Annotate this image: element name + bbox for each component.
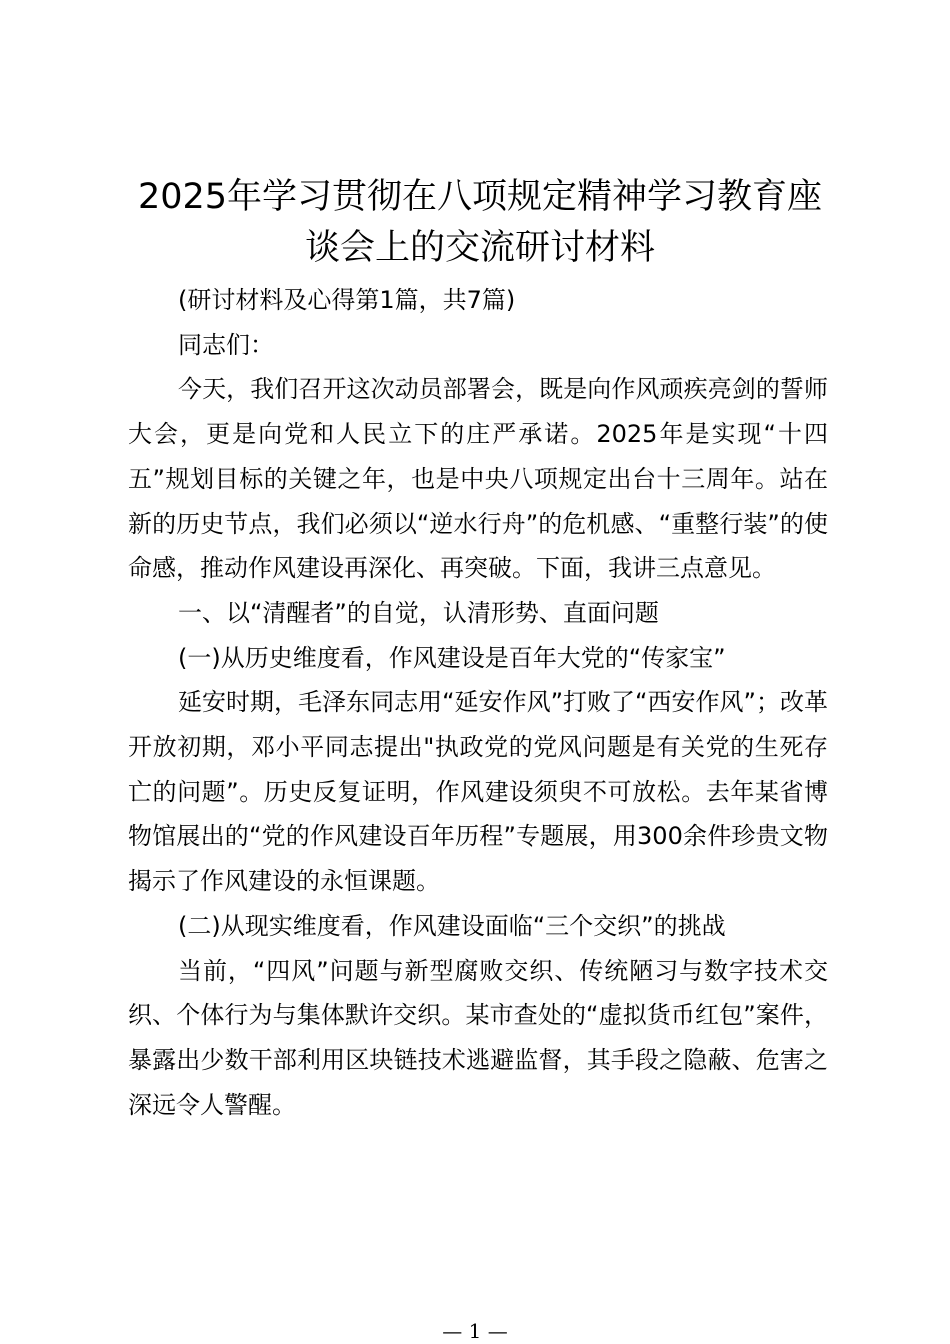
intro-paragraph: 今天，我们召开这次动员部署会，既是向作风顽疾亮剑的誓师大会，更是向党和人民立下的庄严承诺。2025年是实现“十四五”规划目标的关键之年，也是中央八项规定出台十三周年。站在新的历史节点，我们必须以“逆水行舟”的危机感、“重整行装”的使命感，推动作风建设再深化、再突破。下面，我讲三点意见。: [128, 375, 828, 583]
page-number: — 1 —: [442, 1319, 508, 1343]
section-heading-1: 一、以“清醒者”的自觉，认清形势、直面问题: [178, 598, 659, 627]
document-body: [128, 278, 828, 1127]
paragraph-1: 延安时期，毛泽东同志用“延安作风”打败了“西安作风”；改革开放初期，邓小平同志提出"执政党的党风问题是有关党的生死存亡的问题”。历史反复证明，作风建设须臾不可放松。去年某省博物馆展出的“党的作风建设百年历程”专题展，用300余件珍贵文物揭示了作风建设的永恒课题。: [128, 688, 828, 896]
salutation: 同志们：: [178, 330, 274, 359]
subheading-2: (二)从现实维度看，作风建设面临“三个交织”的挑战: [178, 911, 726, 940]
subheading-1: (一)从历史维度看，作风建设是百年大党的“传家宝”: [178, 643, 726, 672]
document-title: [100, 172, 860, 274]
subtitle: (研讨材料及心得第1篇，共7篇): [178, 286, 516, 314]
title-line-1: 2025年学习贯彻在八项规定精神学习教育座: [137, 177, 823, 217]
title-line-2: 谈会上的交流研讨材料: [304, 228, 655, 268]
paragraph-2: 当前，“四风”问题与新型腐败交织、传统陋习与数字技术交织、个体行为与集体默许交织。某市查处的“虚拟货币红包”案件，暴露出少数干部利用区块链技术逃避监督，其手段之隐蔽、危害之深远令人警醒。: [128, 956, 828, 1119]
